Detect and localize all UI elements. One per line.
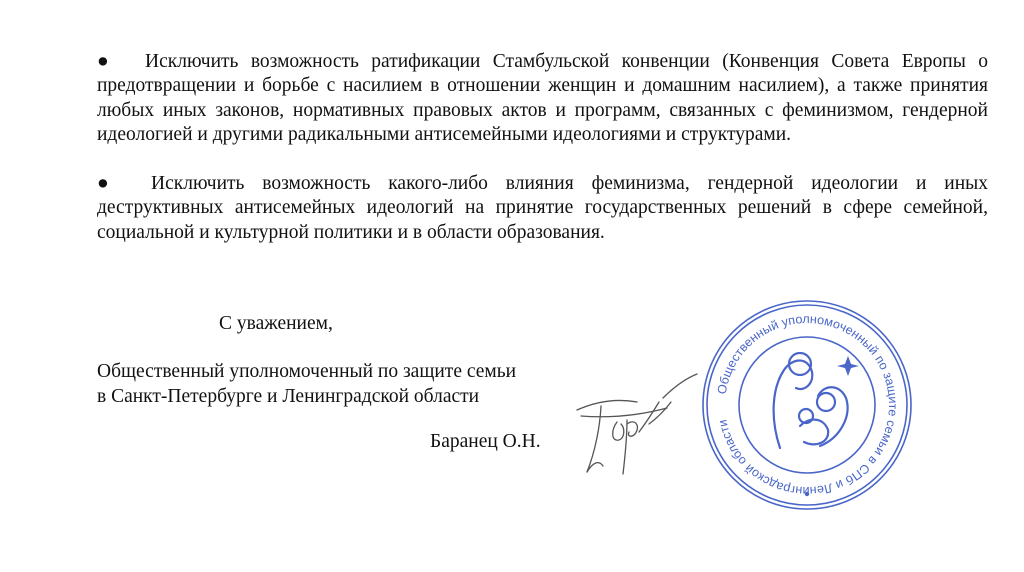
signatory-title-line-2: в Санкт-Петербурге и Ленинградской области <box>97 386 480 407</box>
stamp-ring-text: Общественный уполномоченный по защите семьи в СПб и Ленинградской области <box>714 311 901 499</box>
bullet-paragraph-2 <box>97 172 988 245</box>
signatory-name: Баранец О.Н. <box>430 431 541 452</box>
handwritten-signature <box>567 372 702 482</box>
bullet-text: Исключить возможность какого-либо влияния феминизма, гендерной идеологии и иных деструктивных антисемейных идеологий на принятие государственных решений в сфере семейной, социальной и культурной политики и в области образования. <box>97 173 988 243</box>
closing-salutation: С уважением, <box>219 313 333 334</box>
bullet-marker: ● <box>97 173 109 194</box>
bullet-marker: ● <box>97 51 109 72</box>
bullet-text: Исключить возможность ратификации Стамбульской конвенции (Конвенция Совета Европы о предотвращении и борьбе с насилием в отношении женщин и домашним насилием), а также принятия любых иных законов, нормативных правовых актов и программ, связанных с феминизмом, гендерной идеологией и другими радикальными антисемейными идеологиями и структурами. <box>97 51 988 145</box>
bullet-paragraph-1 <box>97 50 988 147</box>
star-icon <box>837 356 859 376</box>
stamp-emblem <box>774 353 848 448</box>
stamp-dot <box>805 492 809 496</box>
signatory-title-line-1: Общественный уполномоченный по защите семьи <box>97 361 517 382</box>
organization-stamp <box>700 298 914 512</box>
